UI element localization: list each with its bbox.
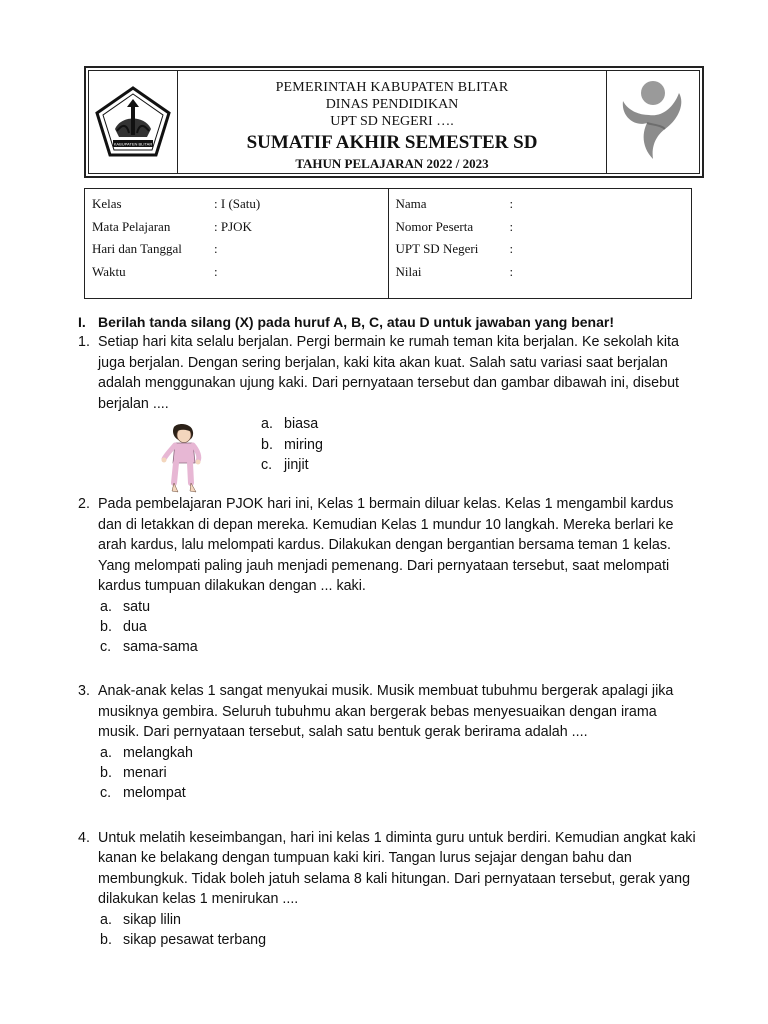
regency-logo <box>89 71 178 173</box>
info-row-nomor-peserta <box>396 219 692 242</box>
question-number: 1. <box>78 334 90 350</box>
option-letter: b. <box>100 765 112 782</box>
exam-title: SUMATIF AKHIR SEMESTER SD <box>246 132 538 153</box>
option-text: sama-sama <box>123 639 198 656</box>
option-text: biasa <box>284 416 319 432</box>
instruction-text: Berilah tanda silang (X) pada huruf A, B, C, atau D untuk jawaban yang benar! <box>98 314 614 330</box>
info-value: : <box>509 263 514 279</box>
question-number: 4. <box>78 829 90 846</box>
info-label: Nomor Peserta <box>395 218 474 234</box>
info-value: : <box>509 218 514 234</box>
info-row-nilai <box>396 264 692 287</box>
option-letter: c. <box>261 457 273 473</box>
option-letter: a. <box>100 598 112 615</box>
info-left-column <box>85 189 388 298</box>
header-line-2: DINAS PENDIDIKAN <box>325 97 459 112</box>
info-label: Nama <box>395 196 427 211</box>
info-right-column <box>388 189 692 298</box>
option-text: miring <box>284 436 323 453</box>
info-label: Waktu <box>92 263 126 279</box>
option-text: sikap pesawat terbang <box>123 932 267 949</box>
tiptoe-walking-child-illustration <box>160 423 206 500</box>
option-text: menari <box>123 765 167 782</box>
info-row-kelas <box>92 196 388 219</box>
blitar-emblem-icon <box>93 85 173 159</box>
option-text: melangkah <box>123 744 193 761</box>
option-letter: a. <box>100 744 112 761</box>
info-value: : <box>509 196 514 211</box>
tut-wuri-figure-icon <box>617 79 689 165</box>
option-text: dua <box>123 618 147 635</box>
info-label: Nilai <box>395 263 422 279</box>
option-letter: a. <box>100 911 112 928</box>
option-a[interactable] <box>100 597 700 617</box>
option-b[interactable] <box>100 763 700 783</box>
option-letter: b. <box>100 618 112 635</box>
option-letter: c. <box>100 639 112 656</box>
question-4 <box>78 828 700 910</box>
info-row-waktu <box>92 264 388 287</box>
education-logo <box>606 71 699 173</box>
option-letter: b. <box>100 932 112 949</box>
option-text: jinjit <box>284 457 309 473</box>
info-row-upt-sd <box>396 241 692 264</box>
question-1 <box>78 332 700 414</box>
option-c[interactable] <box>261 455 323 476</box>
child-walking-icon <box>160 423 206 495</box>
question-number: 2. <box>78 496 90 512</box>
question-2 <box>78 494 700 597</box>
info-label: Mata Pelajaran <box>92 218 171 234</box>
option-letter: b. <box>261 436 273 453</box>
info-value: : <box>509 241 514 256</box>
question-2-options <box>100 597 700 658</box>
option-b[interactable] <box>100 930 700 950</box>
info-label: Kelas <box>92 196 122 211</box>
option-a[interactable] <box>261 414 323 435</box>
option-a[interactable] <box>100 743 700 763</box>
option-text: melompat <box>123 785 186 802</box>
option-c[interactable] <box>100 637 700 657</box>
section-instruction <box>78 314 700 330</box>
option-letter: a. <box>261 416 273 432</box>
info-label: UPT SD Negeri <box>395 241 479 256</box>
question-4-options <box>100 910 700 951</box>
question-text: Anak-anak kelas 1 sangat menyukai musik. Musik membuat tubuhmu bergerak apalagi jika musiknya gembira. Seluruh tubuhmu akan bergerak bebas menyesuaikan dengan irama musik. Dari pernyataan tersebut, salah satu bentuk gerak berirama adalah .... <box>98 683 674 741</box>
question-text: Pada pembelajaran PJOK hari ini, Kelas 1 bermain diluar kelas. Kelas 1 mengambil kardus dan di letakkan di depan mereka. Kemudian Kelas 1 mundur 10 langkah. Mereka berlari ke arah kardus, lalu melompati kardus. Dilakukan dengan bergantian bersama teman 1 kelas. Yang melompati paling jauh menjadi pemenang. Dari pernyataan tersebut, saat melompati kardus tumpuan dilakukan dengan ... kaki. <box>98 496 674 594</box>
section-number: I. <box>78 314 86 330</box>
option-b[interactable] <box>100 617 700 637</box>
option-letter: c. <box>100 785 112 802</box>
option-b[interactable] <box>261 435 323 456</box>
info-label: Hari dan Tanggal <box>92 241 182 256</box>
exam-content <box>78 314 700 950</box>
info-value: : <box>214 241 218 256</box>
question-3-options <box>100 743 700 804</box>
header-line-1: PEMERINTAH KABUPATEN BLITAR <box>275 80 509 95</box>
info-value: : I (Satu) <box>214 196 261 211</box>
student-info-table <box>84 188 692 299</box>
option-a[interactable] <box>100 910 700 930</box>
info-value: : <box>214 263 218 279</box>
info-value: : PJOK <box>214 218 252 234</box>
question-text: Setiap hari kita selalu berjalan. Pergi bermain ke rumah teman kita berjalan. Ke sekolah kita juga berjalan. Dengan sering berjalan, kaki kita akan kuat. Salah satu variasi saat berjalan adalah menggunakan ujung kaki. Dari pernyataan tersebut dan gambar dibawah ini, disebut berjalan .... <box>98 334 679 412</box>
question-number: 3. <box>78 683 90 700</box>
option-c[interactable] <box>100 783 700 803</box>
info-row-nama <box>396 196 692 219</box>
header-line-3: UPT SD NEGERI …. <box>330 114 454 129</box>
academic-year: TAHUN PELAJARAN 2022 / 2023 <box>295 156 489 171</box>
option-text: satu <box>123 598 151 615</box>
info-row-mata-pelajaran <box>92 219 388 242</box>
header-box <box>84 66 704 178</box>
option-text: sikap lilin <box>123 911 182 928</box>
info-row-hari-tanggal <box>92 241 388 264</box>
emblem-text: KABUPATEN BLITAR <box>113 141 153 147</box>
question-text: Untuk melatih keseimbangan, hari ini kelas 1 diminta guru untuk berdiri. Kemudian angkat kaki kanan ke belakang dengan tumpuan kaki kiri. Tangan lurus sejajar dengan bahu dan membungkuk. Tidak boleh jatuh selama 8 kali hitungan. Dari pernyataan tersebut, gerak yang dilakukan kelas 1 menirukan .... <box>98 829 696 908</box>
question-3 <box>78 681 700 743</box>
